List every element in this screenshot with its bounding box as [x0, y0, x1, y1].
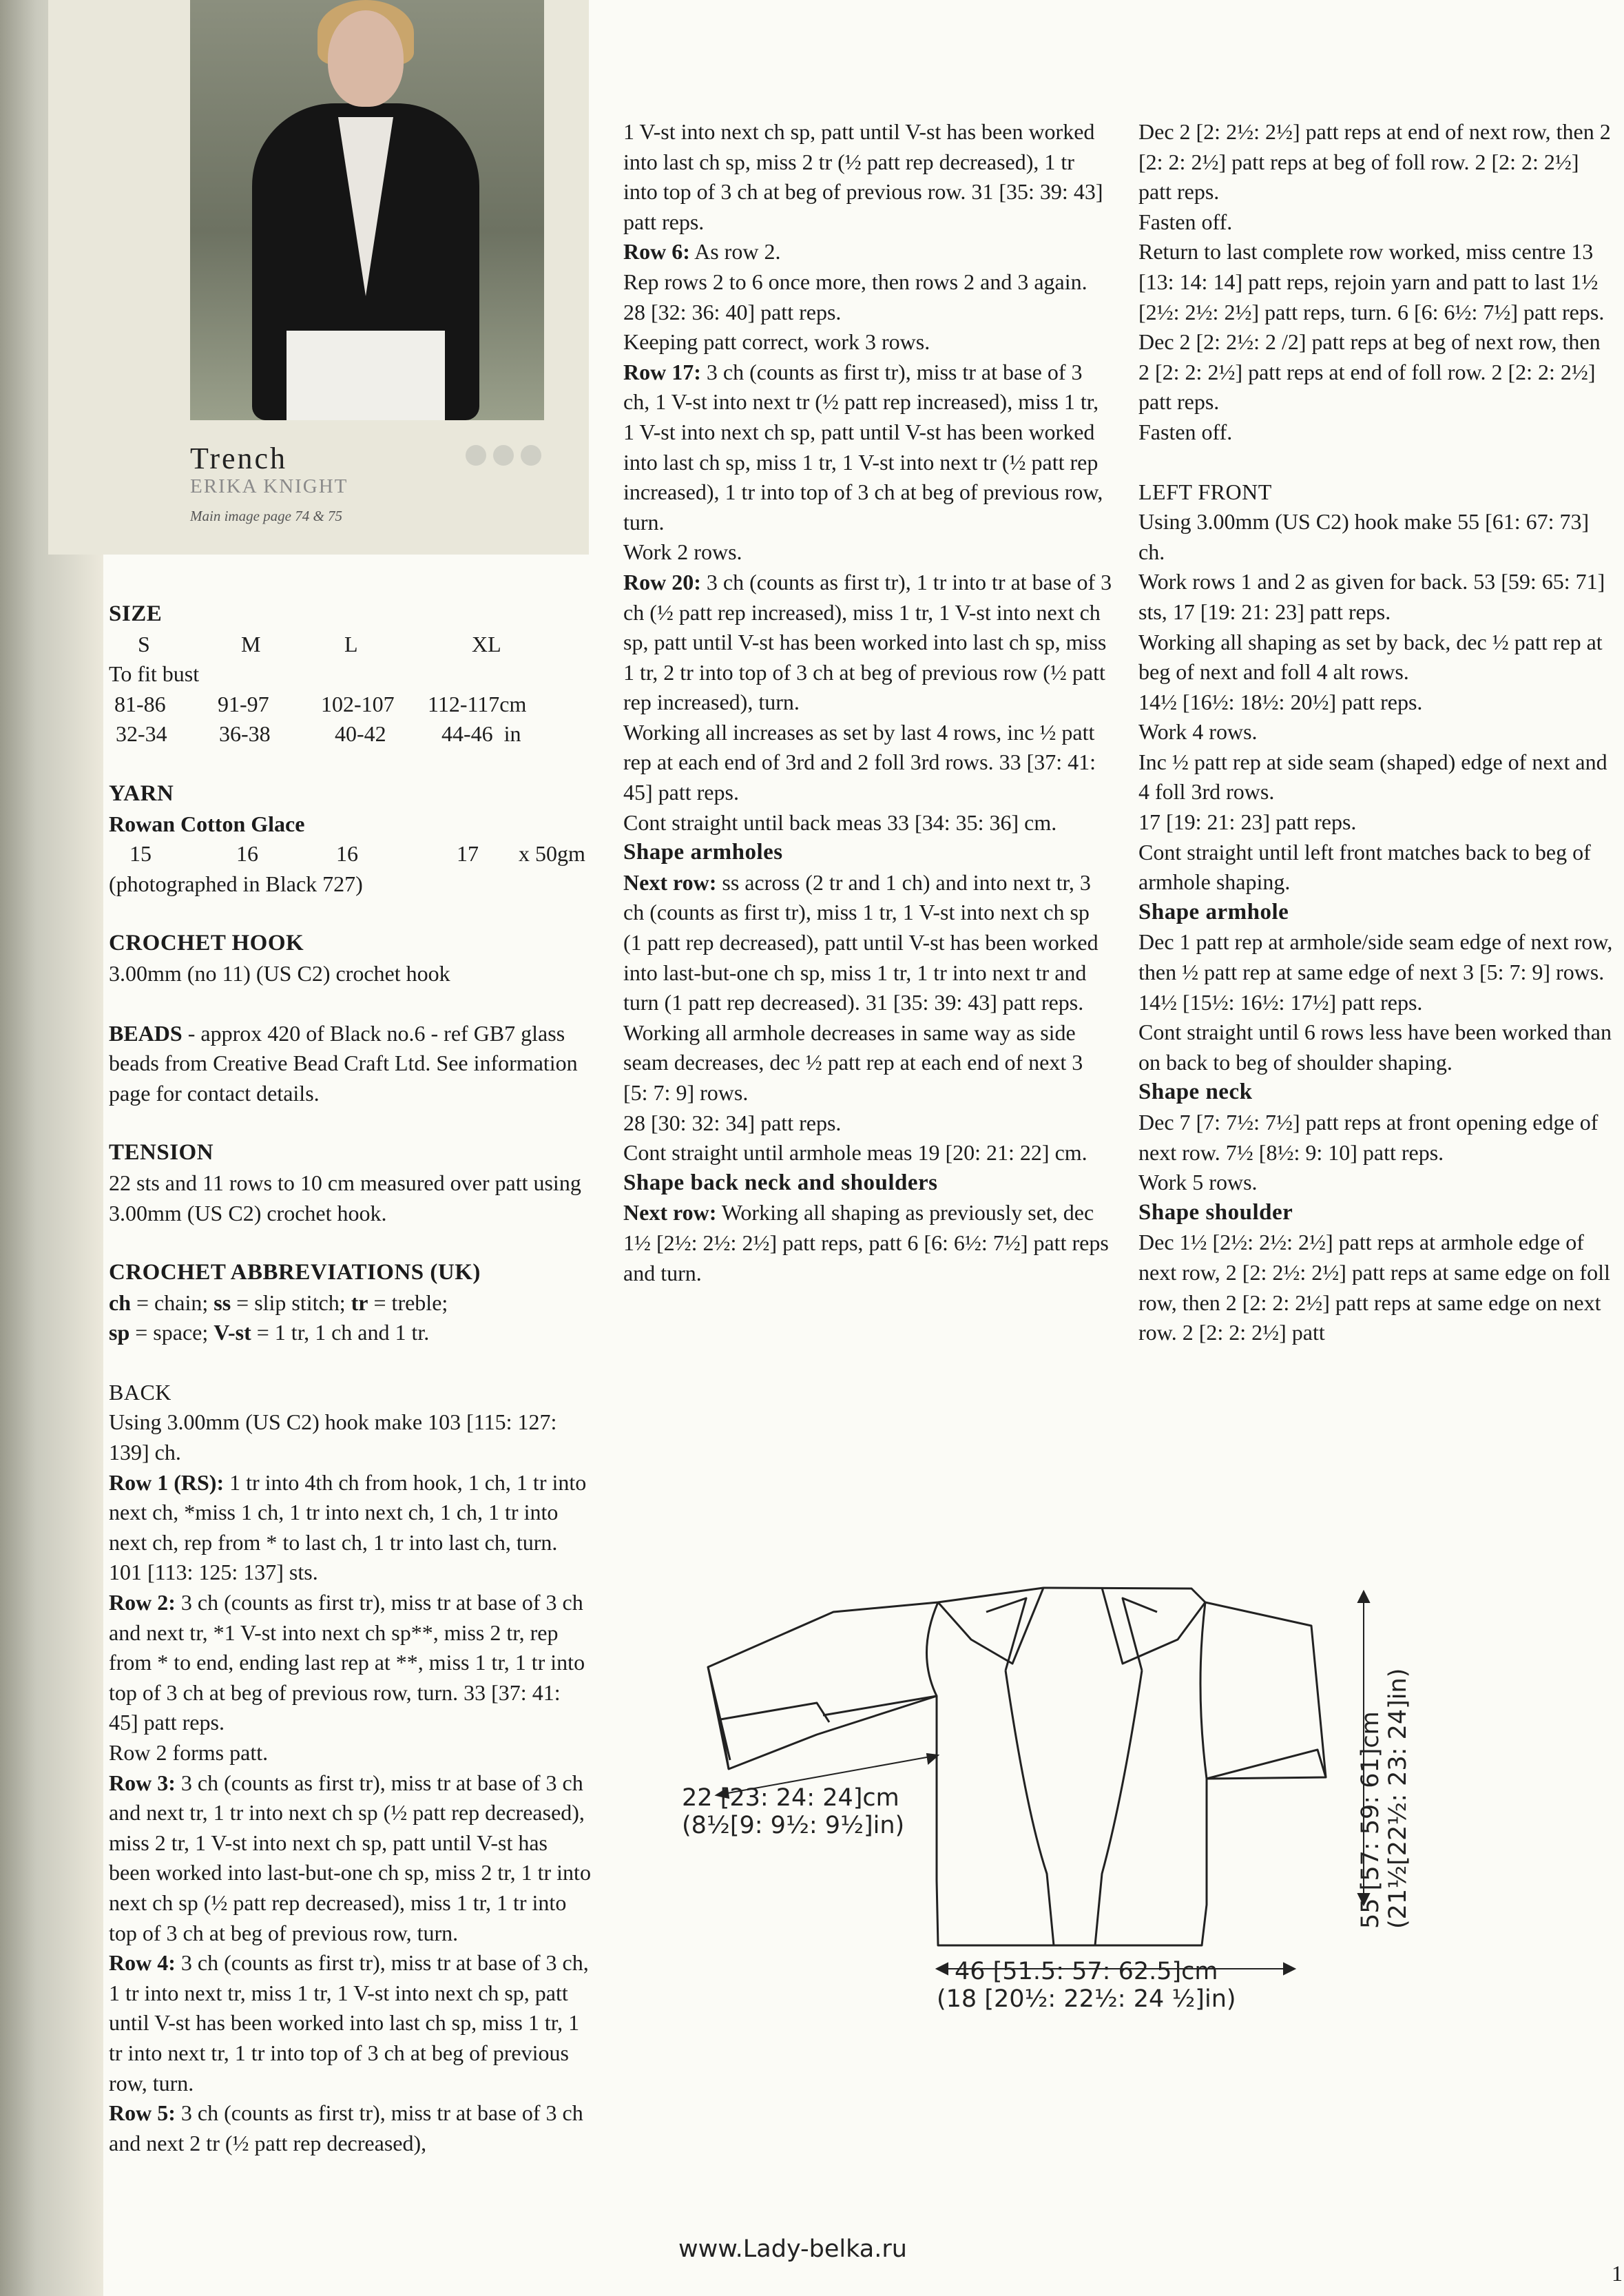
back-row-2-note: Row 2 forms patt.: [109, 1740, 269, 1765]
hook-text: 3.00mm (no 11) (US C2) crochet hook: [109, 960, 450, 986]
size-in-value: 44-46 in: [441, 721, 521, 747]
width-dimension-cm: 46 [51.5: 57: 62.5]cm: [954, 1958, 1218, 1985]
dec-text-2: Dec 2 [2: 2½: 2 /2] patt reps at beg of next row, then 2 [2: 2: 2½] patt reps at end of foll row. 2 [2: 2: 2½] patt reps.: [1138, 329, 1601, 415]
shape-armhole-text: Dec 1 patt rep at armhole/side seam edge of next row, then ½ patt rep at same edge of next 3 [5: 7: 9] rows.: [1138, 929, 1613, 985]
size-in-row: [109, 719, 591, 749]
left-front-intro: Using 3.00mm (US C2) hook make 55 [61: 67: 73] ch.: [1138, 509, 1590, 564]
tension-text: 22 sts and 11 rows to 10 cm measured over patt using 3.00mm (US C2) crochet hook.: [109, 1170, 581, 1225]
size-label-l: L: [344, 631, 358, 656]
image-page-note: Main image page 74 & 75: [190, 508, 343, 524]
shape-armholes-heading: Shape armholes: [623, 840, 783, 865]
column-3: [1138, 117, 1614, 1348]
column-2: [623, 117, 1112, 1288]
left-front-shaping: Working all shaping as set by back, dec ½ patt rep at beg of next and foll 4 alt rows.: [1138, 629, 1603, 685]
length-dimension-label: [1357, 1668, 1412, 1929]
shape-back-neck-heading: Shape back neck and shoulders: [623, 1170, 938, 1195]
size-in-value: 32-34: [116, 721, 167, 747]
row-text: 3 ch (counts as first tr), miss tr at base of 3 ch and next 2 tr (½ patt rep decreased),: [109, 2100, 583, 2155]
row-text: 3 ch (counts as first tr), miss tr at base of 3 ch, 1 tr into next tr, miss 1 tr, 1 V-st into next ch sp, patt until V-st has been worked into last ch sp, miss 1 tr, 1 tr into next tr, 1 tr into top of 3 ch at beg of previous row, turn.: [109, 1950, 589, 2096]
size-heading: SIZE: [109, 601, 163, 626]
back-intro: Using 3.00mm (US C2) hook make 103 [115: 127: 139] ch.: [109, 1409, 557, 1465]
yarn-heading: YARN: [109, 780, 174, 806]
back-heading: BACK: [109, 1379, 171, 1405]
yarn-qty: 16: [236, 841, 258, 867]
column-1: [109, 599, 591, 2158]
row-text: 3 ch (counts as first tr), 1 tr into tr at base of 3 ch (½ patt rep increased), miss 1 tr, 1 V-st into next ch sp, patt until V-st has been worked into last ch sp, miss 1 tr, 2 tr into top of 3 ch at beg of previous row (½ patt rep increased), turn.: [623, 569, 1112, 715]
hook-heading: CROCHET HOOK: [109, 931, 304, 956]
sleeve-dimension-in: (8½[9: 9½: 9½]in): [682, 1812, 905, 1839]
row-text: 1 tr into 4th ch from hook, 1 ch, 1 tr into next ch, *miss 1 ch, 1 tr into next ch, 1 ch, 1 tr into next ch, rep from * to last ch, 1 tr into last ch, turn.: [109, 1469, 587, 1555]
designer-name: ERIKA KNIGHT: [190, 475, 348, 497]
abbr-def: = treble;: [368, 1290, 448, 1315]
row-text: 3 ch (counts as first tr), miss tr at base of 3 ch and next tr, *1 V-st into next ch sp**, miss 2 tr, rep from * to end, ending last rep at **, miss 1 tr, 1 tr into top of 3 ch at beg of previous row, turn. 33 [37: 41: 45] patt reps.: [109, 1590, 585, 1735]
work-2-rows: Work 2 rows.: [623, 539, 742, 565]
abbr-term: ch: [109, 1290, 131, 1315]
keep-patt: Keeping patt correct, work 3 rows.: [623, 329, 930, 355]
size-label-m: M: [241, 631, 261, 656]
row-label: Row 1 (RS):: [109, 1469, 225, 1495]
size-cm-row: [109, 690, 591, 720]
abbr-term: sp: [109, 1320, 130, 1345]
row-label: Row 6:: [623, 239, 690, 265]
armhole-measure: Cont straight until armhole meas 19 [20: 21: 22] cm.: [623, 1140, 1087, 1166]
model-photo: [190, 0, 544, 420]
yarn-name: Rowan Cotton Glace: [109, 811, 305, 836]
yarn-unit: x 50gm: [519, 841, 585, 867]
size-label-xl: XL: [472, 631, 501, 656]
return-text: Return to last complete row worked, miss centre 13 [13: 14: 14] patt reps, rejoin yarn and patt to last 1½ [2½: 2½: 2½] patt reps, turn. 6 [6: 6½: 7½] patt reps.: [1138, 239, 1605, 324]
beads-heading: BEADS: [109, 1020, 183, 1046]
fasten-off-2: Fasten off.: [1138, 419, 1233, 444]
row-label: Row 20:: [623, 569, 701, 594]
abbreviations-line-1: [109, 1288, 591, 1318]
header-panel: [48, 0, 589, 555]
width-dimension-label: [937, 1958, 1236, 2013]
back-row-1: [109, 1468, 591, 1558]
left-front-work-4: Work 4 rows.: [1138, 719, 1258, 745]
abbr-term: tr: [351, 1290, 368, 1315]
shape-shoulder-text: Dec 1½ [2½: 2½: 2½] patt reps at armhole edge of next row, 2 [2: 2½: 2½] patt reps at same edge on foll row, then 2 [2: 2: 2½] patt reps at same edge on next row. 2 [2: 2: 2½] patt: [1138, 1230, 1610, 1345]
row-label: Row 3:: [109, 1770, 176, 1795]
yarn-qty: 16: [336, 841, 358, 867]
size-cm-value: 102-107: [321, 691, 395, 716]
left-front-inc: Inc ½ patt rep at side seam (shaped) edge of next and 4 foll 3rd rows.: [1138, 749, 1607, 805]
abbreviations-line-2: [109, 1318, 591, 1348]
back-row-20: [623, 568, 1112, 718]
fasten-off-1: Fasten off.: [1138, 209, 1233, 234]
abbr-def: = slip stitch;: [231, 1290, 351, 1315]
back-row-6: [623, 237, 1112, 267]
armhole-count: 28 [30: 32: 34] patt reps.: [623, 1110, 842, 1135]
left-front-rows: Work rows 1 and 2 as given for back. 53 [59: 65: 71] sts, 17 [19: 21: 23] patt reps.: [1138, 569, 1605, 624]
neck-next-row: [623, 1198, 1112, 1288]
abbr-term: V-st: [214, 1320, 251, 1345]
yarn-qty: 15: [129, 841, 152, 867]
beads-text: - approx 420 of Black no.6 - ref GB7 glass beads from Creative Bead Craft Ltd. See information page for contact details.: [109, 1020, 578, 1106]
back-row-4: [109, 1948, 591, 2098]
abbr-term: ss: [214, 1290, 231, 1315]
back-row-3: [109, 1768, 591, 1949]
size-in-value: 36-38: [219, 721, 271, 747]
left-front-count-1: 14½ [16½: 18½: 20½] patt reps.: [1138, 689, 1423, 714]
row-label: Row 2:: [109, 1590, 176, 1615]
pattern-title: Trench: [190, 442, 288, 475]
row-text: ss across (2 tr and 1 ch) and into next tr, 3 ch (counts as first tr), miss 1 tr, 1 V-st into next ch sp (1 patt rep decreased), patt until V-st has been worked into last-but-one ch sp, miss 1 tr, 1 tr into next tr and turn (1 patt rep decreased). 31 [35: 39: 43] patt reps.: [623, 869, 1099, 1015]
armhole-decreases: Working all armhole decreases in same way as side seam decreases, dec ½ patt rep at each end of next 3 [5: 7: 9] rows.: [623, 1020, 1083, 1105]
row-label: Row 17:: [623, 359, 701, 384]
yarn-note: (photographed in Black 727): [109, 871, 363, 896]
shape-shoulder-heading: Shape shoulder: [1138, 1199, 1293, 1225]
abbr-def: = chain;: [131, 1290, 214, 1315]
back-row-2: [109, 1588, 591, 1738]
repeat-rows: Rep rows 2 to 6 once more, then rows 2 and 3 again. 28 [32: 36: 40] patt reps.: [623, 269, 1087, 324]
bust-label: To fit bust: [109, 661, 200, 687]
footer-url: www.Lady-belka.ru: [678, 2235, 907, 2263]
increases-text: Working all increases as set by last 4 rows, inc ½ patt rep at each end of 3rd and 2 foll 3rd rows. 33 [37: 41: 45] patt reps.: [623, 719, 1096, 805]
row-text: 3 ch (counts as first tr), miss tr at base of 3 ch and next tr, 1 tr into next ch sp (½ patt rep decreased), miss 2 tr, 1 V-st into next ch sp, patt until V-st has been worked into last-but-one ch sp, miss 2 tr, 1 tr into next ch sp (½ patt rep decreased), miss 1 tr, 1 tr into top of 3 ch at beg of previous row, turn.: [109, 1770, 591, 1945]
length-dimension-cm: 55 [57: 59: 61]cm: [1357, 1711, 1384, 1929]
left-front-heading: LEFT FRONT: [1138, 479, 1272, 504]
left-front-count-2: 17 [19: 21: 23] patt reps.: [1138, 809, 1357, 835]
sleeve-dimension-label: [682, 1784, 904, 1839]
size-labels: [109, 630, 591, 660]
row-label: Row 4:: [109, 1950, 176, 1976]
row-text: Working all shaping as previously set, dec 1½ [2½: 2½: 2½] patt reps, patt 6 [6: 6½: 7½] patt reps and turn.: [623, 1200, 1109, 1285]
row-label: Next row:: [623, 869, 717, 895]
yarn-qty: 17: [457, 841, 479, 867]
shape-armhole-cont: Cont straight until 6 rows less have been worked than on back to beg of shoulder shaping.: [1138, 1020, 1612, 1075]
shape-neck-work: Work 5 rows.: [1138, 1170, 1258, 1195]
sleeve-dimension-cm: 22 [23: 24: 24]cm: [682, 1784, 899, 1812]
back-row-1-count: 101 [113: 125: 137] sts.: [109, 1560, 318, 1585]
row-text: As row 2.: [689, 239, 781, 265]
size-cm-value: 112-117cm: [428, 691, 527, 716]
armholes-next-row: [623, 868, 1112, 1018]
width-dimension-in: (18 [20½: 22½: 24 ½]in): [937, 1985, 1236, 2013]
row-text: 3 ch (counts as first tr), miss tr at base of 3 ch, 1 V-st into next tr (½ patt rep increased), miss 1 tr, 1 V-st into next ch sp, patt until V-st has been worked into last ch sp, miss 1 tr, 1 V-st into next tr (½ patt rep increased), 1 tr into top of 3 ch at beg of previous row, turn.: [623, 359, 1103, 535]
shape-neck-text: Dec 7 [7: 7½: 7½] patt reps at front opening edge of next row. 7½ [8½: 9: 10] patt reps.: [1138, 1110, 1599, 1165]
page-number: 1: [1612, 2261, 1623, 2286]
abbr-def: = space;: [129, 1320, 214, 1345]
back-row-17: [623, 358, 1112, 538]
difficulty-dots: [466, 445, 541, 466]
shape-armhole-heading: Shape armhole: [1138, 899, 1289, 924]
dec-text-1: Dec 2 [2: 2½: 2½] patt reps at end of next row, then 2 [2: 2: 2½] patt reps at beg of foll row. 2 [2: 2: 2½] patt reps.: [1138, 119, 1611, 205]
beads-paragraph: [109, 1019, 591, 1109]
abbreviations-heading: CROCHET ABBREVIATIONS (UK): [109, 1260, 481, 1285]
back-row-5-cont: 1 V-st into next ch sp, patt until V-st has been worked into last ch sp, miss 2 tr (½ patt rep decreased), 1 tr into top of 3 ch at beg of previous row. 31 [35: 39: 43] patt reps.: [623, 119, 1103, 234]
cont-straight: Cont straight until back meas 33 [34: 35: 36] cm.: [623, 809, 1057, 835]
row-label: Next row:: [623, 1200, 717, 1225]
length-dimension-in: (21½[22½: 23: 24]in): [1384, 1668, 1412, 1929]
shape-neck-heading: Shape neck: [1138, 1079, 1253, 1105]
yarn-quantities: [109, 839, 591, 869]
row-label: Row 5:: [109, 2100, 176, 2126]
size-in-value: 40-42: [335, 721, 386, 747]
size-cm-value: 81-86: [114, 691, 166, 716]
tension-heading: TENSION: [109, 1140, 214, 1166]
back-row-5: [109, 2098, 591, 2158]
left-front-cont: Cont straight until left front matches back to beg of armhole shaping.: [1138, 839, 1591, 895]
shape-armhole-count: 14½ [15½: 16½: 17½] patt reps.: [1138, 989, 1423, 1015]
size-cm-value: 91-97: [218, 691, 269, 716]
abbr-def: = 1 tr, 1 ch and 1 tr.: [251, 1320, 430, 1345]
size-label-s: S: [138, 631, 150, 656]
